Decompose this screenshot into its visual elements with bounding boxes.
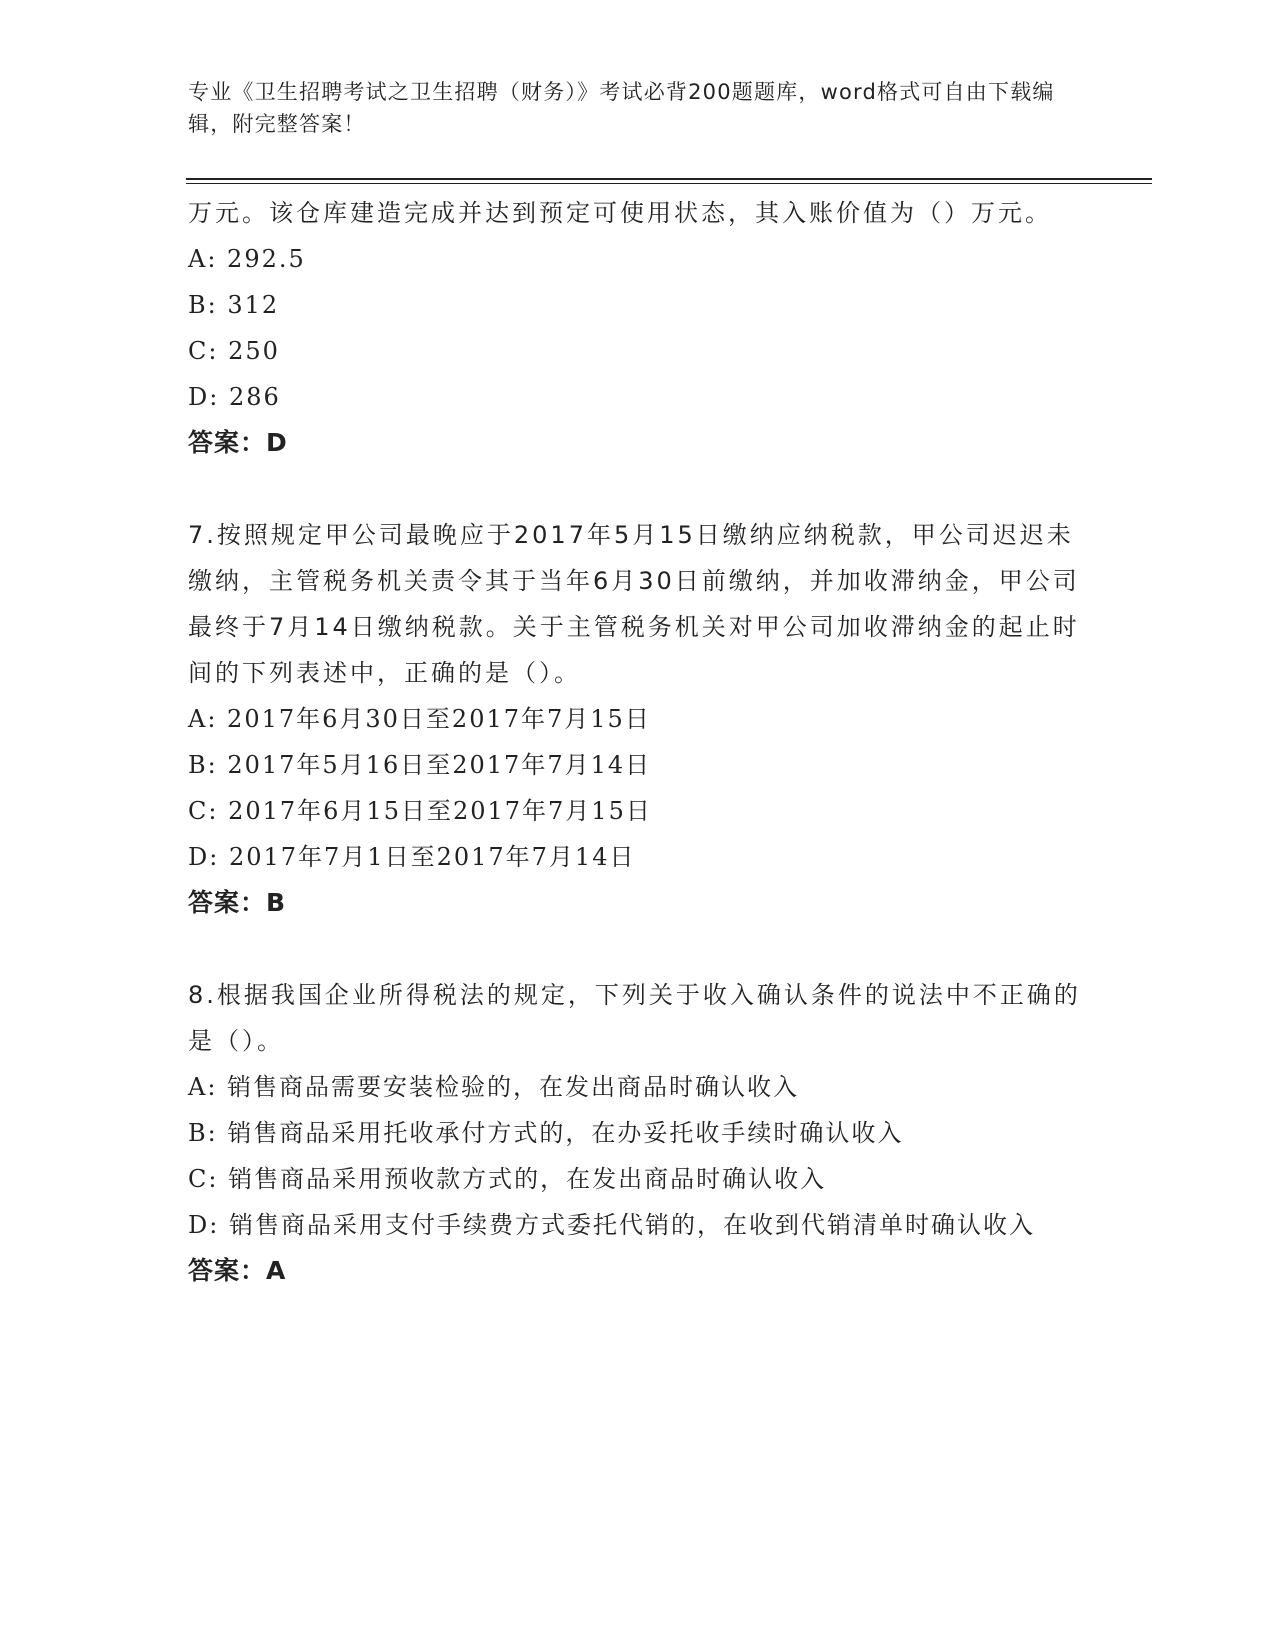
- spacer: [188, 466, 1088, 512]
- spacer: [188, 926, 1088, 972]
- option-a: A: 2017年6月30日至2017年7月15日: [188, 705, 651, 733]
- option-b: B: 312: [188, 291, 280, 319]
- option-d: D: 销售商品采用支付手续费方式委托代销的，在收到代销清单时确认收入: [188, 1211, 1035, 1239]
- answer: 答案：A: [188, 1256, 287, 1285]
- option-d: D: 2017年7月1日至2017年7月14日: [188, 843, 636, 871]
- header-divider: [186, 178, 1152, 180]
- question-7: [188, 512, 1088, 926]
- question-8: [188, 972, 1088, 1294]
- question-content: [188, 190, 1088, 1294]
- question-stem: 7.按照规定甲公司最晚应于2017年5月15日缴纳应纳税款，甲公司迟迟未缴纳，主管税务机关责令其于当年6月30日前缴纳，并加收滞纳金，甲公司最终于7月14日缴纳税款。关于主管税务机关对甲公司加收滞纳金的起止时间的下列表述中，正确的是（）。: [188, 521, 1080, 687]
- option-a: A: 292.5: [188, 245, 306, 273]
- option-c: C: 2017年6月15日至2017年7月15日: [188, 797, 652, 825]
- option-a: A: 销售商品需要安装检验的，在发出商品时确认收入: [188, 1073, 800, 1101]
- header-divider-thin: [186, 183, 1152, 184]
- answer: 答案：D: [188, 428, 288, 457]
- page-header: 专业《卫生招聘考试之卫生招聘（财务）》考试必背200题题库，word格式可自由下载编辑，附完整答案！: [188, 80, 1055, 136]
- question-stem: 8.根据我国企业所得税法的规定，下列关于收入确认条件的说法中不正确的是（）。: [188, 981, 1081, 1055]
- option-b: B: 2017年5月16日至2017年7月14日: [188, 751, 652, 779]
- option-c: C: 销售商品采用预收款方式的，在发出商品时确认收入: [188, 1165, 827, 1193]
- question-6: [188, 190, 1088, 466]
- option-b: B: 销售商品采用托收承付方式的，在办妥托收手续时确认收入: [188, 1119, 904, 1147]
- answer: 答案：B: [188, 888, 287, 917]
- option-d: D: 286: [188, 383, 281, 411]
- option-c: C: 250: [188, 337, 280, 365]
- question-stem: 万元。该仓库建造完成并达到预定可使用状态，其入账价值为（）万元。: [188, 199, 1052, 227]
